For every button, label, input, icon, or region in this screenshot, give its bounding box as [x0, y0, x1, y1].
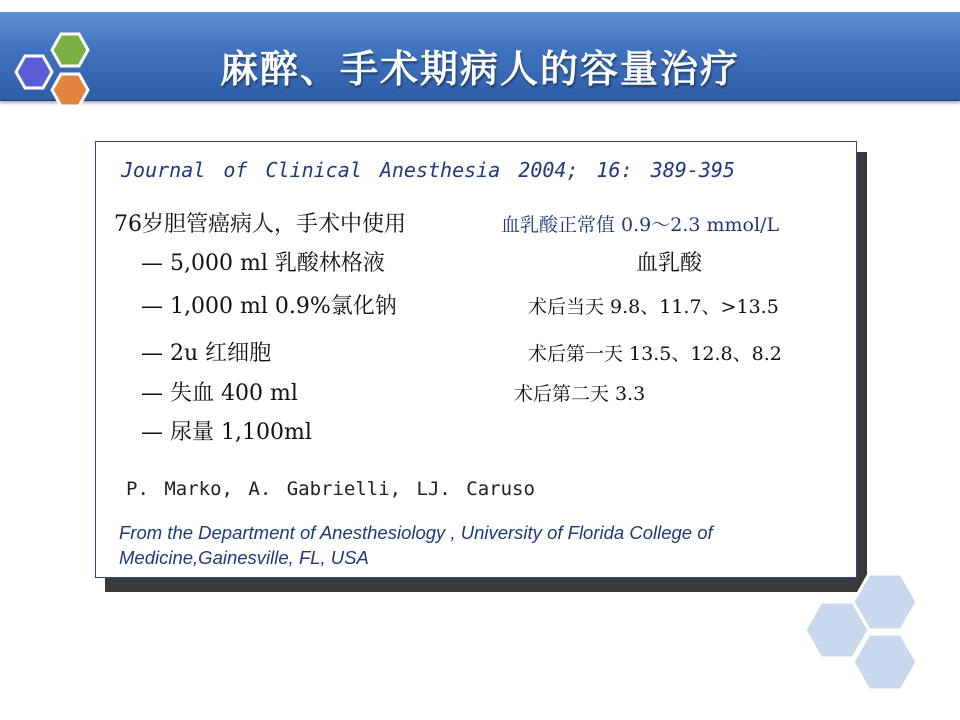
- treatment-item-rbc: — 2u 红细胞: [141, 341, 272, 366]
- patient-description: 76岁胆管癌病人，手术中使用: [114, 212, 406, 237]
- lactate-day2: 术后第二天 3.3: [514, 383, 646, 405]
- treatment-item-saline: — 1,000 ml 0.9%氯化钠: [141, 294, 397, 319]
- journal-citation: Journal of Clinical Anesthesia 2004; 16: 389-395: [121, 158, 735, 182]
- lactate-header: 血乳酸: [636, 251, 703, 276]
- lactate-day1: 术后第一天 13.5、12.8、8.2: [528, 343, 782, 365]
- treatment-item-urine: — 尿量 1,100ml: [141, 420, 312, 445]
- page-title: 麻醉、手术期病人的容量治疗: [219, 47, 740, 91]
- department-affiliation: From the Department of Anesthesiology , University of Florida College of Medicine,Gainesville, FL, USA: [119, 522, 713, 568]
- authors: P. Marko, A. Gabrielli, LJ. Caruso: [126, 478, 535, 500]
- treatment-item-ringer: — 5,000 ml 乳酸林格液: [141, 251, 385, 276]
- lactate-day0: 术后当天 9.8、11.7、>13.5: [528, 296, 779, 318]
- content-card: [95, 141, 857, 578]
- hexagon-decoration-icon: [805, 568, 930, 698]
- title-bar: [0, 12, 960, 101]
- treatment-item-blood-loss: — 失血 400 ml: [141, 381, 298, 406]
- normal-lactate-range: 血乳酸正常值 0.9～2.3 mmol/L: [501, 214, 780, 236]
